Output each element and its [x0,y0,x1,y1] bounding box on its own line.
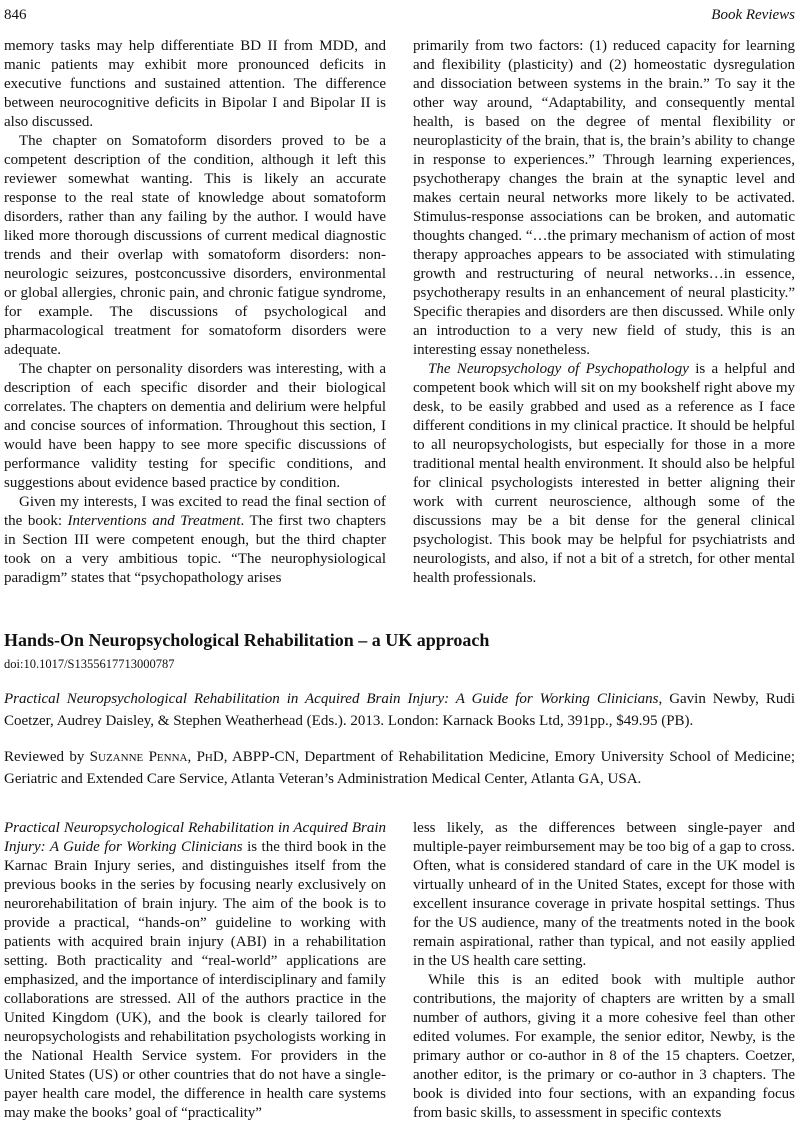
italic-text: Interventions and Treatment [67,513,241,529]
page-header [4,7,795,24]
italic-text: The Neuropsychology of Psychopathology [428,361,689,377]
italic-text: Practical Neuropsychological Rehabilitation in Acquired Brain Injury: A Guide for Working Clinicians [4,820,386,855]
text-segment: Reviewed by [4,749,90,765]
paragraph [413,971,795,1123]
text-segment: memory tasks may help differentiate BD II from MDD, and manic patients may exhibit more pronounced deficits in executive functions and sustained attention. The difference between neurocognitive deficits in Bipolar I and Bipolar II is also discussed. [4,38,386,130]
text-segment: , ABPP-CN, Department of Rehabilitation Medicine, Emory University School of Medicine; Geriatric and Extended Care Service, Atlanta Veteran’s Administration Medical Center, Atlanta GA, USA. [4,749,795,787]
top-review-columns [4,37,795,591]
text-segment: less likely, as the differences between single-payer and multiple-payer reimbursement may be too big of a gap to cross. Often, what is considered standard of care in the UK model is virtually unheard of in the United States, except for those with excellent insurance coverage in private hospital settings. Thus for the US audience, many of the treatments noted in the book remain aspirational, rather than typical, and not easily applied in the US health care setting. [413,820,795,969]
paragraph [413,819,795,971]
top-review-right-column [413,37,795,591]
text-segment: . The first two chapters in Section III were competent enough, but the third chapter took on a very ambitious topic. “The neurophysiological paradigm” states that “psychopathology arises [4,513,386,586]
paragraph [4,493,386,588]
smallcaps-text: Suzanne Penna [89,749,188,765]
running-head: Book Reviews [711,7,795,23]
text-segment: The chapter on personality disorders was interesting, with a description of each specific disorder and their biological correlates. The chapters on dementia and delirium were helpful and concise sources of information. Throughout this section, I would have been happy to see more specific discussions of performance validity testing for specific conditions, and suggestions about evidence based practice by condition. [4,361,386,491]
new-review-right-column [413,819,795,1126]
reviewer-info [4,746,795,790]
text-segment: , [187,749,197,765]
text-segment: is a helpful and competent book which will sit on my bookshelf right above my desk, to be easily grabbed and used as a reference as I face different conditions in my clinical practice. It should be helpful to all neuropsychologists, but especially for those in a more traditional mental health environment. It should also be helpful for clinical psychologists interested in better aligning their work with current neuroscience, although some of the discussions may be a bit dense for the general clinical psychologist. This book may be helpful for psychiatrists and neurologists, and also, if not a bit of a stretch, for other mental health professionals. [413,361,795,586]
paragraph [4,132,386,360]
book-citation [4,688,795,732]
text-segment: While this is an edited book with multiple author contributions, the majority of chapters are written by a small number of authors, giving it a more cohesive feel than other edited volumes. For example, the senior editor, Newby, is the primary author or co-author in 8 of the 15 chapters. Coetzer, another editor, is the primary or co-author in 3 chapters. The book is divided into four sections, with an expanding focus from basic skills, to assessment in specific contexts [413,972,795,1121]
text-segment: The chapter on Somatoform disorders proved to be a competent description of the condition, although it left this reviewer somewhat wanting. This is likely an accurate response to the real state of knowledge about somatoform disorders, rather than any failing by the author. I would have liked more thorough discussions of current medical diagnostic trends and their overlap with somatoform disorders: non-neurologic seizures, postconcussive disorders, environmental or global allergies, chronic pain, and chronic fatigue syndrome, for example. The discussions of psychological and pharmacological treatment for somatoform disorders were adequate. [4,133,386,358]
text-segment: primarily from two factors: (1) reduced capacity for learning and flexibility (plasticity) and (2) homeostatic dysregulation and dissociation between systems in the brain.” To say it the other way around, “Adaptability, and consequently mental health, is based on the degree of mental flexibility or neuroplasticity of the brain, that is, the brain’s ability to change in response to experiences.” Through learning experiences, psychotherapy changes the brain at the synaptic level and makes certain neural networks more likely to be activated. Stimulus-response associations can be broken, and automatic thoughts changed. “…the primary mechanism of action of most therapy approaches appears to be associated with stimulating growth and restructuring of neural networks…in essence, psychotherapy results in an enhancement of neural plasticity.” Specific therapies and disorders are then discussed. While only an introduction to a very new field of study, this is an interesting essay nonetheless. [413,38,795,358]
text-segment: Given my interests, I was excited to read the final section of the book: [4,494,386,529]
paragraph [413,37,795,360]
italic-text: Practical Neuropsychological Rehabilitation in Acquired Brain Injury: A Guide for Working Clinicians [4,691,659,707]
paragraph [4,819,386,1123]
smallcaps-text: PhD [196,749,224,765]
new-review-left-column [4,819,386,1126]
page-number: 846 [4,7,27,23]
new-review-columns [4,819,795,1126]
paragraph [413,360,795,588]
text-segment: is the third book in the Karnac Brain Injury series, and distinguishes itself from the previous books in the series by focusing nearly exclusively on neurorehabilitation of brain injury. The aim of the book is to provide a practical, “hands-on” guideline to working with patients with acquired brain injury (ABI) in a rehabilitation setting. Both practicality and “real-world” applications are emphasized, and the importance of interdisciplinary and family collaborations are stressed. All of the authors practice in the United Kingdom (UK), and the book is clearly tailored for neuropsychologists and rehabilitation psychologists working in the National Health Service system. For providers in the United States (US) or other countries that do not have a single-payer health care model, the difference in health care systems may make the books’ goal of “practicality” [4,839,386,1121]
top-review-left-column [4,37,386,591]
review-title: Hands-On Neuropsychological Rehabilitation – a UK approach [4,630,490,650]
text-segment: , Gavin Newby, Rudi Coetzer, Audrey Daisley, & Stephen Weatherhead (Eds.). 2013. London: Karnack Books Ltd, 391pp., $49.95 (PB). [4,691,795,729]
paragraph [4,360,386,493]
paragraph [4,37,386,132]
doi-line: doi:10.1017/S1355617713000787 [4,657,175,671]
